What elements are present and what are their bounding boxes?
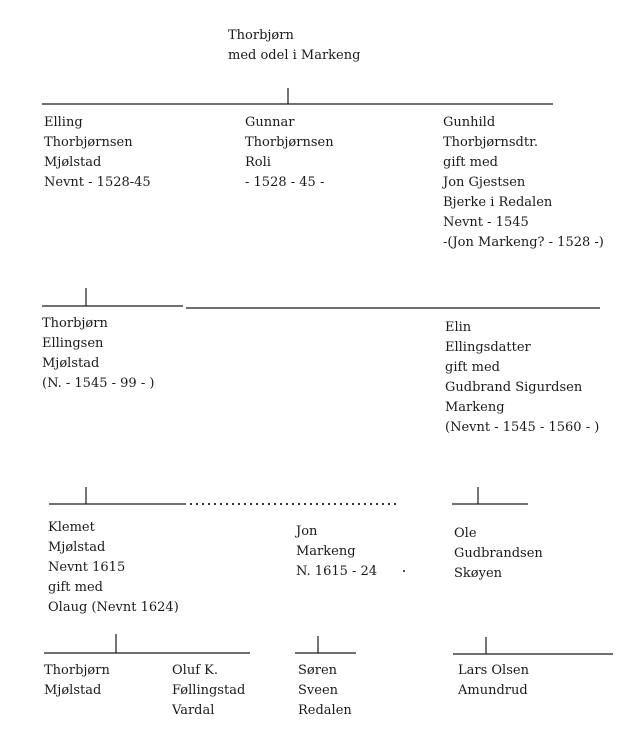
person-line: Sveen bbox=[298, 683, 339, 698]
person-line: gift med bbox=[443, 155, 498, 170]
person-line: -(Jon Markeng? - 1528 -) bbox=[443, 235, 604, 250]
person-line: Gunnar bbox=[245, 115, 295, 130]
person-line: Klemet bbox=[48, 520, 95, 535]
person-elling bbox=[44, 113, 151, 193]
person-line: Skøyen bbox=[454, 566, 503, 581]
person-line: Gudbrand Sigurdsen bbox=[445, 380, 583, 395]
person-line: Mjølstad bbox=[42, 356, 100, 371]
person-line: Roli bbox=[245, 155, 271, 170]
person-oluf bbox=[172, 661, 245, 721]
person-line: Ellingsdatter bbox=[445, 340, 531, 355]
person-root-thorbjorn bbox=[228, 26, 360, 66]
person-line: Mjølstad bbox=[48, 540, 106, 555]
person-line: Elling bbox=[44, 115, 83, 130]
person-line: med odel i Markeng bbox=[228, 48, 361, 63]
person-line: Thorbjørn bbox=[42, 316, 108, 331]
person-gunnar bbox=[245, 113, 334, 193]
person-line: Thorbjørn bbox=[228, 28, 294, 43]
person-line: Olaug (Nevnt 1624) bbox=[48, 600, 179, 615]
person-line: gift med bbox=[48, 580, 103, 595]
person-line: Redalen bbox=[298, 703, 352, 718]
person-soren bbox=[298, 661, 352, 721]
person-jon bbox=[296, 522, 377, 582]
person-thorbjorn-ellingsen bbox=[42, 314, 154, 394]
person-thorbjorn-mjolstad bbox=[44, 661, 110, 701]
person-line: Markeng bbox=[296, 544, 356, 559]
person-line: Bjerke i Redalen bbox=[443, 195, 553, 210]
person-elin bbox=[445, 318, 599, 438]
person-line: - 1528 - 45 - bbox=[245, 175, 325, 190]
person-line: Thorbjørnsdtr. bbox=[443, 135, 538, 150]
person-line: Markeng bbox=[445, 400, 505, 415]
person-gunhild bbox=[443, 113, 604, 253]
person-klemet bbox=[48, 518, 179, 618]
person-line: Amundrud bbox=[458, 683, 528, 698]
person-line: Nevnt - 1545 bbox=[443, 215, 529, 230]
stray-mark bbox=[403, 570, 405, 572]
person-line: Lars Olsen bbox=[458, 663, 529, 678]
person-line: Ellingsen bbox=[42, 336, 104, 351]
person-line: (Nevnt - 1545 - 1560 - ) bbox=[445, 420, 600, 435]
person-line: Thorbjørnsen bbox=[245, 135, 334, 150]
person-line: Mjølstad bbox=[44, 155, 102, 170]
person-line: Nevnt 1615 bbox=[48, 560, 126, 575]
person-line: N. 1615 - 24 bbox=[296, 564, 378, 579]
person-line: Føllingstad bbox=[172, 683, 246, 698]
person-line: Nevnt - 1528-45 bbox=[44, 175, 151, 190]
person-line: Oluf K. bbox=[172, 663, 218, 678]
person-line: Søren bbox=[298, 663, 338, 678]
person-line: (N. - 1545 - 99 - ) bbox=[42, 376, 155, 391]
person-line: gift med bbox=[445, 360, 500, 375]
person-line: Jon bbox=[296, 524, 318, 539]
person-line: Jon Gjestsen bbox=[443, 175, 526, 190]
person-line: Gudbrandsen bbox=[454, 546, 543, 561]
person-line: Elin bbox=[445, 320, 472, 335]
person-line: Vardal bbox=[172, 703, 215, 718]
person-line: Thorbjørnsen bbox=[44, 135, 133, 150]
person-ole bbox=[454, 524, 543, 584]
person-line: Mjølstad bbox=[44, 683, 102, 698]
person-lars bbox=[458, 661, 529, 701]
person-line: Ole bbox=[454, 526, 477, 541]
person-line: Gunhild bbox=[443, 115, 496, 130]
person-line: Thorbjørn bbox=[44, 663, 110, 678]
